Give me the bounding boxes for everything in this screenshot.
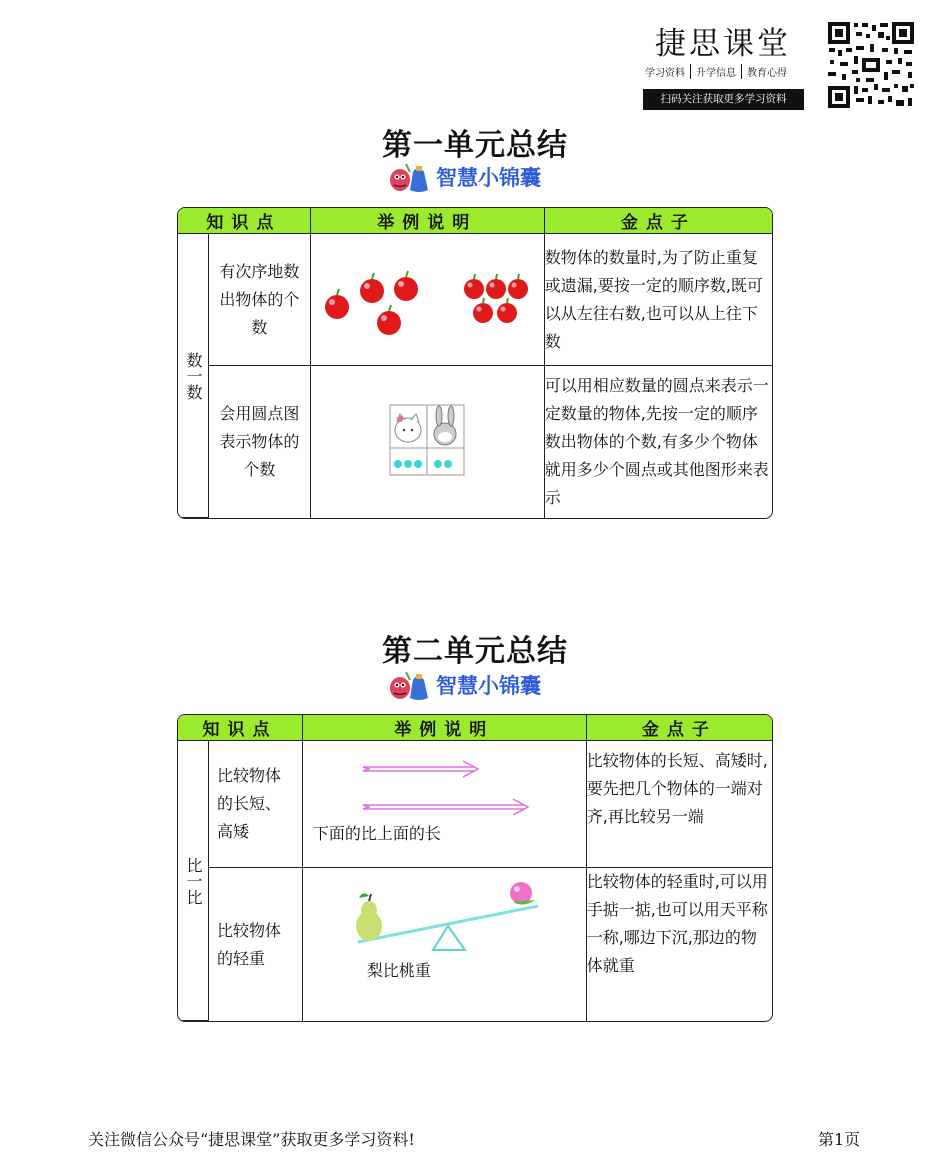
footer-text: 关注微信公众号“捷思课堂”获取更多学习资料! bbox=[88, 1130, 415, 1149]
knowledge-text: 会用圆点图表示物体的个数 bbox=[219, 404, 300, 479]
section2-title: 第二单元总结 bbox=[382, 634, 568, 669]
dot-chart-image bbox=[389, 404, 465, 476]
brand-title: 捷思课堂 bbox=[655, 26, 791, 62]
knowledge-text: 有次序地数出物体的个数 bbox=[219, 261, 300, 337]
brand-link-admission[interactable]: 升学信息 bbox=[691, 64, 742, 79]
arrows-image bbox=[303, 755, 586, 827]
header-tips: 金点子 bbox=[587, 715, 772, 741]
header-tips: 金点子 bbox=[545, 208, 772, 234]
pear-icon bbox=[356, 893, 382, 941]
tip-cell: 比较物体的轻重时,可以用手掂一掂,也可以用天平称一称,哪边下沉,那边的物体就重 bbox=[586, 872, 768, 975]
group-label bbox=[178, 741, 209, 1021]
cat-icon bbox=[395, 414, 421, 442]
section1-title: 第一单元总结 bbox=[382, 128, 568, 163]
group-label-text: 比一比 bbox=[183, 856, 203, 905]
tip-cell: 可以用相应数量的圆点来表示一定数量的物体,先按一定的顺序数出物体的个数,有多少个物体就用多少个圆点或其他图形来表示 bbox=[544, 376, 769, 507]
pouch-label: 智慧小锦囊 bbox=[436, 674, 541, 698]
knowledge-text: 比较物体的长短、高矮 bbox=[216, 766, 281, 841]
section1-table bbox=[177, 207, 773, 519]
example-cell bbox=[311, 234, 545, 366]
example-caption: 梨比桃重 bbox=[366, 961, 431, 980]
peach-icon bbox=[510, 882, 535, 905]
knowledge-cell bbox=[209, 741, 303, 868]
section1-pouch bbox=[388, 160, 541, 194]
header-example: 举例说明 bbox=[311, 208, 545, 234]
knowledge-cell bbox=[209, 366, 311, 518]
knowledge-cell bbox=[209, 234, 311, 366]
group-label bbox=[178, 234, 209, 518]
pouch-label: 智慧小锦囊 bbox=[436, 166, 541, 190]
knowledge-cell bbox=[209, 868, 303, 1021]
tip-cell: 数物体的数量时,为了防止重复或遗漏,要按一定的顺序数,既可以从左往右数,也可以从上往下数 bbox=[545, 234, 772, 366]
header-knowledge: 知识点 bbox=[178, 715, 303, 741]
knowledge-text: 比较物体的轻重 bbox=[216, 920, 281, 968]
brand-links bbox=[645, 64, 792, 79]
brand-link-education[interactable]: 教育心得 bbox=[747, 68, 787, 79]
header-example: 举例说明 bbox=[303, 715, 587, 741]
example-cell bbox=[303, 868, 587, 1021]
page-number: 第1页 bbox=[818, 1130, 861, 1149]
apple-icon bbox=[325, 271, 528, 335]
long-arrow bbox=[363, 799, 528, 815]
balance-image bbox=[303, 868, 586, 968]
apples-image bbox=[311, 243, 543, 353]
example-cell bbox=[311, 366, 545, 518]
section2-pouch bbox=[388, 668, 541, 702]
brand-banner: 扫码关注获取更多学习资料 bbox=[643, 89, 804, 110]
wisdom-pouch-icon bbox=[388, 160, 430, 194]
example-caption: 下面的比上面的长 bbox=[312, 824, 441, 843]
rabbit-icon bbox=[434, 406, 456, 445]
tip-cell: 比较物体的长短、高矮时,要先把几个物体的一端对齐,再比较另一端 bbox=[587, 741, 772, 868]
short-arrow bbox=[363, 761, 478, 777]
brand-link-study[interactable]: 学习资料 bbox=[645, 64, 691, 79]
group-label-text: 数一数 bbox=[183, 351, 203, 400]
wisdom-pouch-icon bbox=[388, 668, 430, 702]
example-cell bbox=[303, 741, 587, 868]
header-knowledge: 知识点 bbox=[178, 208, 311, 234]
section2-table bbox=[177, 714, 773, 1022]
qr-code-icon bbox=[826, 20, 916, 110]
